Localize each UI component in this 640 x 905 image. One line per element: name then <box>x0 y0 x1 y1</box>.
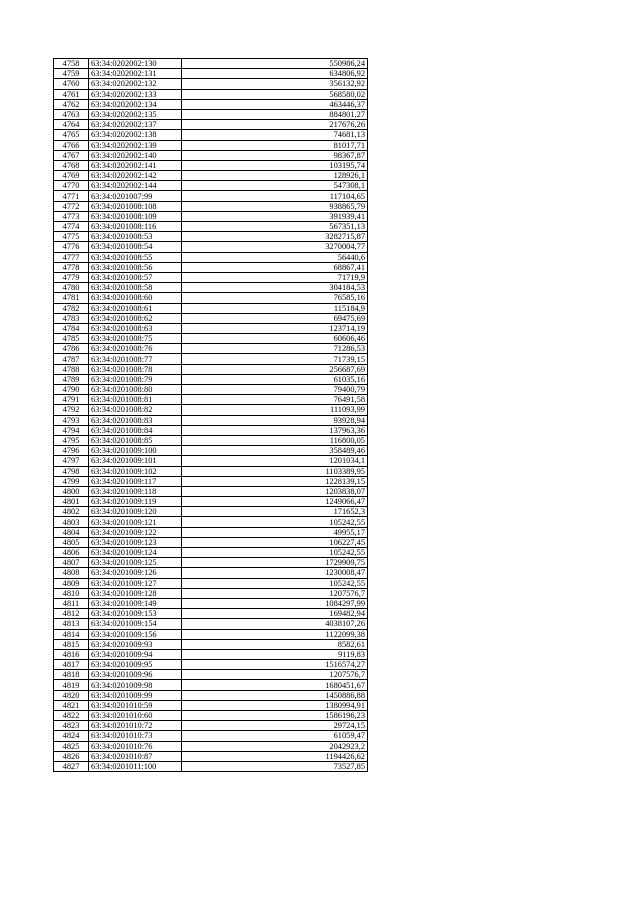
row-number-cell: 4818 <box>54 670 89 680</box>
cadastral-number-cell: 63:34:0201008:108 <box>89 201 182 211</box>
cadastral-number-cell: 63:34:0201009:126 <box>89 568 182 578</box>
row-number-cell: 4821 <box>54 700 89 710</box>
row-number-cell: 4763 <box>54 109 89 119</box>
value-cell: 1729909,75 <box>182 558 368 568</box>
value-cell: 169482,94 <box>182 609 368 619</box>
value-cell: 106227,45 <box>182 537 368 547</box>
cadastral-number-cell: 63:34:0202002:141 <box>89 160 182 170</box>
cadastral-number-cell: 63:34:0201010:87 <box>89 751 182 761</box>
cadastral-number-cell: 63:34:0202002:130 <box>89 59 182 69</box>
value-cell: 9119,83 <box>182 649 368 659</box>
row-number-cell: 4789 <box>54 374 89 384</box>
cadastral-number-cell: 63:34:0201009:94 <box>89 649 182 659</box>
cadastral-number-cell: 63:34:0201008:80 <box>89 385 182 395</box>
table-row <box>54 711 368 721</box>
cadastral-number-cell: 63:34:0202002:135 <box>89 109 182 119</box>
table-row <box>54 303 368 313</box>
table-row <box>54 79 368 89</box>
cadastral-number-cell: 63:34:0201010:76 <box>89 741 182 751</box>
value-cell: 1103389,95 <box>182 466 368 476</box>
value-cell: 116800,05 <box>182 435 368 445</box>
cadastral-number-cell: 63:34:0201010:60 <box>89 711 182 721</box>
value-cell: 71719,9 <box>182 272 368 282</box>
table-row <box>54 160 368 170</box>
value-cell: 567351,13 <box>182 222 368 232</box>
table-row <box>54 588 368 598</box>
cadastral-number-cell: 63:34:0201011:100 <box>89 761 182 771</box>
row-number-cell: 4817 <box>54 660 89 670</box>
cadastral-number-cell: 63:34:0202002:137 <box>89 120 182 130</box>
row-number-cell: 4822 <box>54 711 89 721</box>
table-row <box>54 242 368 252</box>
value-cell: 71739,15 <box>182 354 368 364</box>
value-cell: 115184,9 <box>182 303 368 313</box>
row-number-cell: 4799 <box>54 476 89 486</box>
value-cell: 938865,79 <box>182 201 368 211</box>
cadastral-number-cell: 63:34:0201009:119 <box>89 497 182 507</box>
value-cell: 103195,74 <box>182 160 368 170</box>
value-cell: 550986,24 <box>182 59 368 69</box>
table-row <box>54 629 368 639</box>
row-number-cell: 4767 <box>54 150 89 160</box>
cadastral-number-cell: 63:34:0201008:77 <box>89 354 182 364</box>
row-number-cell: 4811 <box>54 598 89 608</box>
cadastral-number-cell: 63:34:0202002:132 <box>89 79 182 89</box>
table-row <box>54 446 368 456</box>
value-cell: 123714,19 <box>182 323 368 333</box>
cadastral-number-cell: 63:34:0201009:123 <box>89 537 182 547</box>
cadastral-number-cell: 63:34:0201009:96 <box>89 670 182 680</box>
table-row <box>54 201 368 211</box>
row-number-cell: 4792 <box>54 405 89 415</box>
value-cell: 8582,61 <box>182 639 368 649</box>
table-row <box>54 598 368 608</box>
row-number-cell: 4796 <box>54 446 89 456</box>
row-number-cell: 4815 <box>54 639 89 649</box>
value-cell: 69475,69 <box>182 313 368 323</box>
row-number-cell: 4766 <box>54 140 89 150</box>
row-number-cell: 4797 <box>54 456 89 466</box>
row-number-cell: 4785 <box>54 334 89 344</box>
row-number-cell: 4803 <box>54 517 89 527</box>
cadastral-number-cell: 63:34:0202002:138 <box>89 130 182 140</box>
row-number-cell: 4795 <box>54 435 89 445</box>
cadastral-number-cell: 63:34:0201009:99 <box>89 690 182 700</box>
cadastral-number-cell: 63:34:0202002:142 <box>89 171 182 181</box>
row-number-cell: 4823 <box>54 721 89 731</box>
value-cell: 256687,69 <box>182 364 368 374</box>
value-cell: 105242,55 <box>182 548 368 558</box>
table-row <box>54 69 368 79</box>
table-row <box>54 211 368 221</box>
table-row <box>54 59 368 69</box>
value-cell: 634806,92 <box>182 69 368 79</box>
table-row <box>54 262 368 272</box>
row-number-cell: 4793 <box>54 415 89 425</box>
cadastral-number-cell: 63:34:0201009:121 <box>89 517 182 527</box>
table-row <box>54 323 368 333</box>
value-cell: 1194426,62 <box>182 751 368 761</box>
table-row <box>54 700 368 710</box>
value-cell: 2042923,2 <box>182 741 368 751</box>
value-cell: 1228139,15 <box>182 476 368 486</box>
cadastral-number-cell: 63:34:0201008:54 <box>89 242 182 252</box>
table-row <box>54 761 368 771</box>
table-row <box>54 690 368 700</box>
row-number-cell: 4768 <box>54 160 89 170</box>
table-row <box>54 497 368 507</box>
row-number-cell: 4759 <box>54 69 89 79</box>
cadastral-number-cell: 63:34:0201008:57 <box>89 272 182 282</box>
value-cell: 3270004,77 <box>182 242 368 252</box>
value-cell: 1249066,47 <box>182 497 368 507</box>
cadastral-number-cell: 63:34:0202002:134 <box>89 99 182 109</box>
value-cell: 1380994,91 <box>182 700 368 710</box>
row-number-cell: 4805 <box>54 537 89 547</box>
table-row <box>54 313 368 323</box>
value-cell: 1201034,1 <box>182 456 368 466</box>
cadastral-number-cell: 63:34:0201008:109 <box>89 211 182 221</box>
row-number-cell: 4769 <box>54 171 89 181</box>
row-number-cell: 4784 <box>54 323 89 333</box>
row-number-cell: 4761 <box>54 89 89 99</box>
value-cell: 4038107,26 <box>182 619 368 629</box>
value-cell: 1207576,7 <box>182 670 368 680</box>
value-cell: 1084297,99 <box>182 598 368 608</box>
row-number-cell: 4794 <box>54 425 89 435</box>
row-number-cell: 4814 <box>54 629 89 639</box>
cadastral-number-cell: 63:34:0202002:131 <box>89 69 182 79</box>
value-cell: 3282715,87 <box>182 232 368 242</box>
table-row <box>54 741 368 751</box>
value-cell: 1680451,67 <box>182 680 368 690</box>
table-row <box>54 191 368 201</box>
value-cell: 61059,47 <box>182 731 368 741</box>
row-number-cell: 4786 <box>54 344 89 354</box>
table-row <box>54 99 368 109</box>
table-row <box>54 374 368 384</box>
cadastral-number-cell: 63:34:0201009:154 <box>89 619 182 629</box>
table-row <box>54 649 368 659</box>
value-cell: 73527,85 <box>182 761 368 771</box>
cadastral-number-cell: 63:34:0201009:101 <box>89 456 182 466</box>
table-row <box>54 130 368 140</box>
row-number-cell: 4816 <box>54 649 89 659</box>
value-cell: 61035,16 <box>182 374 368 384</box>
cadastral-number-cell: 63:34:0201008:85 <box>89 435 182 445</box>
row-number-cell: 4782 <box>54 303 89 313</box>
cadastral-number-cell: 63:34:0201009:124 <box>89 548 182 558</box>
value-cell: 391939,41 <box>182 211 368 221</box>
cadastral-number-cell: 63:34:0201008:75 <box>89 334 182 344</box>
row-number-cell: 4820 <box>54 690 89 700</box>
table-row <box>54 537 368 547</box>
table-row <box>54 120 368 130</box>
row-number-cell: 4812 <box>54 609 89 619</box>
cadastral-number-cell: 63:34:0201009:117 <box>89 476 182 486</box>
row-number-cell: 4760 <box>54 79 89 89</box>
table-row <box>54 109 368 119</box>
row-number-cell: 4807 <box>54 558 89 568</box>
table-row <box>54 395 368 405</box>
cadastral-number-cell: 63:34:0201008:82 <box>89 405 182 415</box>
cadastral-number-cell: 63:34:0201009:98 <box>89 680 182 690</box>
table-row <box>54 660 368 670</box>
table-row <box>54 670 368 680</box>
value-cell: 56440,6 <box>182 252 368 262</box>
table-row <box>54 232 368 242</box>
row-number-cell: 4758 <box>54 59 89 69</box>
row-number-cell: 4779 <box>54 272 89 282</box>
cadastral-number-cell: 63:34:0201009:153 <box>89 609 182 619</box>
cadastral-number-cell: 63:34:0201008:53 <box>89 232 182 242</box>
value-cell: 81017,71 <box>182 140 368 150</box>
table-row <box>54 344 368 354</box>
row-number-cell: 4827 <box>54 761 89 771</box>
table-row <box>54 639 368 649</box>
table-row <box>54 517 368 527</box>
row-number-cell: 4790 <box>54 385 89 395</box>
table-row <box>54 283 368 293</box>
cadastral-number-cell: 63:34:0201009:122 <box>89 527 182 537</box>
table-row <box>54 385 368 395</box>
value-cell: 111093,99 <box>182 405 368 415</box>
table-row <box>54 476 368 486</box>
cadastral-number-cell: 63:34:0201008:78 <box>89 364 182 374</box>
table-row <box>54 558 368 568</box>
cadastral-number-cell: 63:34:0201009:125 <box>89 558 182 568</box>
value-cell: 547308,1 <box>182 181 368 191</box>
value-cell: 128926,1 <box>182 171 368 181</box>
table-row <box>54 527 368 537</box>
table-row <box>54 171 368 181</box>
table-row <box>54 425 368 435</box>
row-number-cell: 4787 <box>54 354 89 364</box>
cadastral-number-cell: 63:34:0201008:55 <box>89 252 182 262</box>
table-row <box>54 354 368 364</box>
row-number-cell: 4825 <box>54 741 89 751</box>
row-number-cell: 4777 <box>54 252 89 262</box>
table-row <box>54 272 368 282</box>
cadastral-number-cell: 63:34:0201009:120 <box>89 507 182 517</box>
value-cell: 29724,15 <box>182 721 368 731</box>
table-row <box>54 751 368 761</box>
cadastral-number-cell: 63:34:0201008:83 <box>89 415 182 425</box>
cadastral-number-cell: 63:34:0202002:139 <box>89 140 182 150</box>
table-row <box>54 568 368 578</box>
value-cell: 93928,94 <box>182 415 368 425</box>
table-row <box>54 364 368 374</box>
row-number-cell: 4783 <box>54 313 89 323</box>
table-row <box>54 466 368 476</box>
cadastral-number-cell: 63:34:0201008:84 <box>89 425 182 435</box>
cadastral-number-cell: 63:34:0201010:72 <box>89 721 182 731</box>
cadastral-number-cell: 63:34:0201008:81 <box>89 395 182 405</box>
table-row <box>54 140 368 150</box>
table-row <box>54 609 368 619</box>
table-row <box>54 548 368 558</box>
row-number-cell: 4774 <box>54 222 89 232</box>
row-number-cell: 4781 <box>54 293 89 303</box>
value-cell: 463446,37 <box>182 99 368 109</box>
value-cell: 1207576,7 <box>182 588 368 598</box>
cadastral-number-cell: 63:34:0201008:79 <box>89 374 182 384</box>
value-cell: 79400,79 <box>182 385 368 395</box>
cadastral-number-cell: 63:34:0201009:102 <box>89 466 182 476</box>
row-number-cell: 4824 <box>54 731 89 741</box>
value-cell: 117104,65 <box>182 191 368 201</box>
table-row <box>54 293 368 303</box>
row-number-cell: 4810 <box>54 588 89 598</box>
value-cell: 1203838,07 <box>182 486 368 496</box>
value-cell: 76491,58 <box>182 395 368 405</box>
cadastral-number-cell: 63:34:0201008:58 <box>89 283 182 293</box>
value-cell: 884801,27 <box>182 109 368 119</box>
cadastral-number-cell: 63:34:0201008:56 <box>89 262 182 272</box>
table-row <box>54 150 368 160</box>
value-cell: 49955,17 <box>182 527 368 537</box>
cadastral-number-cell: 63:34:0201008:62 <box>89 313 182 323</box>
row-number-cell: 4764 <box>54 120 89 130</box>
row-number-cell: 4788 <box>54 364 89 374</box>
row-number-cell: 4778 <box>54 262 89 272</box>
table-row <box>54 252 368 262</box>
row-number-cell: 4762 <box>54 99 89 109</box>
row-number-cell: 4801 <box>54 497 89 507</box>
table-row <box>54 405 368 415</box>
value-cell: 1516574,27 <box>182 660 368 670</box>
row-number-cell: 4808 <box>54 568 89 578</box>
table-row <box>54 181 368 191</box>
cadastral-number-cell: 63:34:0201010:59 <box>89 700 182 710</box>
value-cell: 1230008,47 <box>182 568 368 578</box>
value-cell: 137963,36 <box>182 425 368 435</box>
row-number-cell: 4806 <box>54 548 89 558</box>
cadastral-number-cell: 63:34:0201007:99 <box>89 191 182 201</box>
table-row <box>54 486 368 496</box>
value-cell: 1586196,23 <box>182 711 368 721</box>
row-number-cell: 4772 <box>54 201 89 211</box>
value-cell: 568580,02 <box>182 89 368 99</box>
row-number-cell: 4771 <box>54 191 89 201</box>
table-row <box>54 507 368 517</box>
row-number-cell: 4826 <box>54 751 89 761</box>
row-number-cell: 4819 <box>54 680 89 690</box>
table-row <box>54 222 368 232</box>
value-cell: 356132,92 <box>182 79 368 89</box>
table-row <box>54 619 368 629</box>
value-cell: 304184,53 <box>182 283 368 293</box>
table-row <box>54 731 368 741</box>
row-number-cell: 4776 <box>54 242 89 252</box>
cadastral-number-cell: 63:34:0201008:116 <box>89 222 182 232</box>
cadastral-number-cell: 63:34:0201010:73 <box>89 731 182 741</box>
row-number-cell: 4765 <box>54 130 89 140</box>
table-row <box>54 334 368 344</box>
cadastral-value-table <box>53 58 368 772</box>
table-row <box>54 680 368 690</box>
row-number-cell: 4770 <box>54 181 89 191</box>
value-cell: 71286,53 <box>182 344 368 354</box>
cadastral-number-cell: 63:34:0201008:61 <box>89 303 182 313</box>
row-number-cell: 4804 <box>54 527 89 537</box>
cadastral-number-cell: 63:34:0201008:60 <box>89 293 182 303</box>
cadastral-number-cell: 63:34:0202002:140 <box>89 150 182 160</box>
row-number-cell: 4802 <box>54 507 89 517</box>
row-number-cell: 4798 <box>54 466 89 476</box>
cadastral-number-cell: 63:34:0202002:133 <box>89 89 182 99</box>
cadastral-number-cell: 63:34:0201009:93 <box>89 639 182 649</box>
cadastral-number-cell: 63:34:0201009:156 <box>89 629 182 639</box>
row-number-cell: 4775 <box>54 232 89 242</box>
table-row <box>54 721 368 731</box>
value-cell: 98367,87 <box>182 150 368 160</box>
value-cell: 1122099,38 <box>182 629 368 639</box>
value-cell: 171652,3 <box>182 507 368 517</box>
cadastral-number-cell: 63:34:0201009:128 <box>89 588 182 598</box>
table-row <box>54 578 368 588</box>
cadastral-number-cell: 63:34:0202002:144 <box>89 181 182 191</box>
cadastral-number-cell: 63:34:0201009:95 <box>89 660 182 670</box>
row-number-cell: 4800 <box>54 486 89 496</box>
table-row <box>54 415 368 425</box>
table-row <box>54 435 368 445</box>
cadastral-number-cell: 63:34:0201009:100 <box>89 446 182 456</box>
table-row <box>54 456 368 466</box>
value-cell: 60606,46 <box>182 334 368 344</box>
cadastral-number-cell: 63:34:0201008:63 <box>89 323 182 333</box>
value-cell: 68867,41 <box>182 262 368 272</box>
row-number-cell: 4773 <box>54 211 89 221</box>
table-row <box>54 89 368 99</box>
row-number-cell: 4813 <box>54 619 89 629</box>
value-cell: 1450886,88 <box>182 690 368 700</box>
value-cell: 105242,55 <box>182 578 368 588</box>
value-cell: 358489,46 <box>182 446 368 456</box>
value-cell: 217676,26 <box>182 120 368 130</box>
cadastral-number-cell: 63:34:0201009:149 <box>89 598 182 608</box>
table-body <box>54 59 368 772</box>
cadastral-number-cell: 63:34:0201009:127 <box>89 578 182 588</box>
value-cell: 76585,16 <box>182 293 368 303</box>
cadastral-number-cell: 63:34:0201008:76 <box>89 344 182 354</box>
row-number-cell: 4780 <box>54 283 89 293</box>
value-cell: 105242,55 <box>182 517 368 527</box>
row-number-cell: 4791 <box>54 395 89 405</box>
value-cell: 74681,13 <box>182 130 368 140</box>
row-number-cell: 4809 <box>54 578 89 588</box>
cadastral-number-cell: 63:34:0201009:118 <box>89 486 182 496</box>
